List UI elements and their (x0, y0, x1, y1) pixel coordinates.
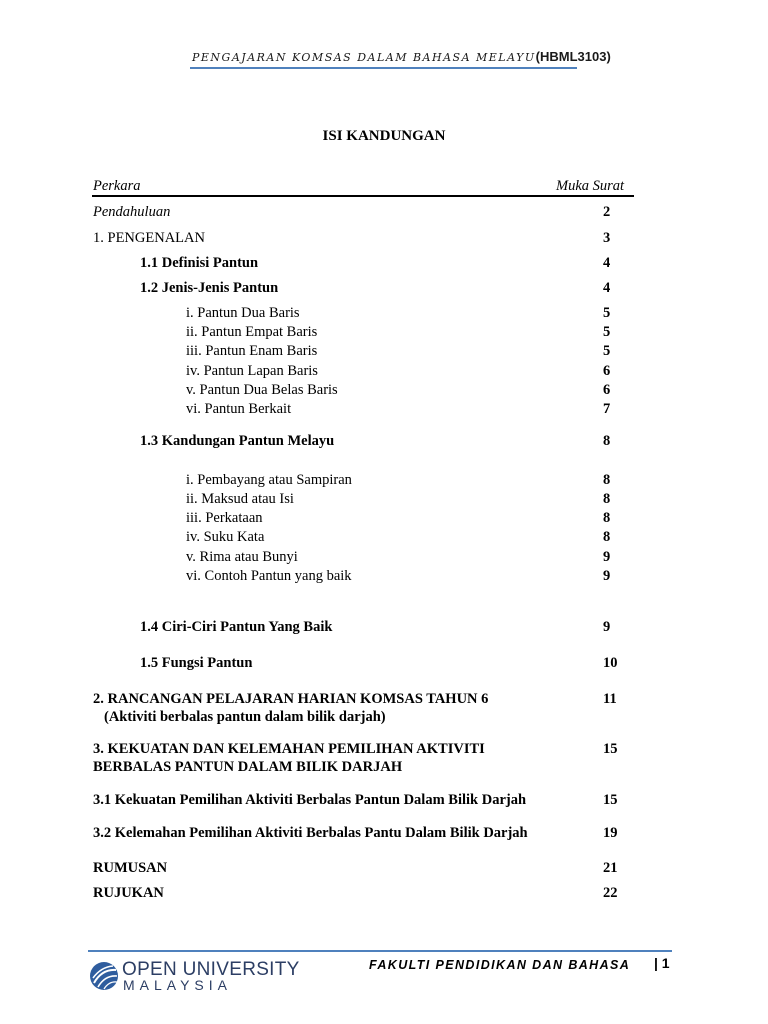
toc-subentry: iii. Perkataan (186, 510, 263, 526)
toc-subentry: iv. Suku Kata (186, 529, 265, 545)
page-title: ISI KANDUNGAN (322, 128, 446, 144)
toc-page: 11 (603, 691, 617, 707)
logo-text-line1: OPEN UNIVERSITY (122, 959, 300, 980)
logo-text-line2: MALAYSIA (123, 977, 232, 993)
toc-subentry: ii. Maksud atau Isi (186, 491, 294, 507)
toc-subentry: iv. Pantun Lapan Baris (186, 363, 318, 379)
toc-entry-1-5: 1.5 Fungsi Pantun (140, 655, 253, 671)
toc-subentry: v. Rima atau Bunyi (186, 549, 298, 565)
toc-page: 5 (603, 324, 611, 340)
toc-page: 21 (603, 860, 618, 876)
toc-subentry: iii. Pantun Enam Baris (186, 343, 318, 359)
toc-page: 4 (603, 255, 611, 271)
toc-page: 22 (603, 885, 618, 901)
toc-entry-1-1: 1.1 Definisi Pantun (140, 255, 259, 271)
column-heading-perkara: Perkara (93, 178, 141, 194)
toc-entry-3: 3. KEKUATAN DAN KELEMAHAN PEMILIHAN AKTIVITI (93, 741, 485, 757)
toc-entry-rumusan: RUMUSAN (93, 860, 168, 876)
toc-entry-2-subtitle: (Aktiviti berbalas pantun dalam bilik darjah) (104, 709, 386, 725)
toc-entry-3-line2: BERBALAS PANTUN DALAM BILIK DARJAH (93, 759, 403, 775)
toc-subentry: i. Pantun Dua Baris (186, 305, 300, 321)
toc-page: 5 (603, 343, 611, 359)
toc-page: 15 (603, 741, 618, 757)
header-rule (190, 67, 577, 69)
toc-page: 8 (603, 433, 611, 449)
toc-page: 8 (603, 472, 611, 488)
page-number: | 1 (654, 955, 670, 971)
toc-subentry: ii. Pantun Empat Baris (186, 324, 318, 340)
toc-page: 9 (603, 619, 611, 635)
toc-entry-1-4: 1.4 Ciri-Ciri Pantun Yang Baik (140, 619, 333, 635)
toc-entry-1-2: 1.2 Jenis-Jenis Pantun (140, 280, 279, 296)
toc-subentry: i. Pembayang atau Sampiran (186, 472, 352, 488)
toc-page: 6 (603, 363, 611, 379)
toc-page: 3 (603, 230, 611, 246)
toc-entry-3-1: 3.1 Kekuatan Pemilihan Aktiviti Berbalas Pantun Dalam Bilik Darjah (93, 792, 527, 808)
toc-page: 5 (603, 305, 611, 321)
toc-subentry: vi. Contoh Pantun yang baik (186, 568, 352, 584)
toc-page: 8 (603, 491, 611, 507)
toc-page: 10 (603, 655, 618, 671)
course-title: PENGAJARAN KOMSAS DALAM BAHASA MELAYU (192, 51, 536, 64)
toc-page: 19 (603, 825, 618, 841)
toc-page: 6 (603, 382, 611, 398)
column-heading-muka-surat: Muka Surat (556, 178, 625, 194)
toc-entry-pendahuluan: Pendahuluan (93, 204, 171, 220)
toc-entry-pengenalan: 1. PENGENALAN (93, 230, 205, 246)
toc-entry-rujukan: RUJUKAN (93, 885, 164, 901)
toc-page: 7 (603, 401, 611, 417)
course-code: (HBML3103) (535, 49, 611, 64)
toc-subentry: v. Pantun Dua Belas Baris (186, 382, 338, 398)
university-globe-icon (89, 961, 119, 991)
toc-entry-2: 2. RANCANGAN PELAJARAN HARIAN KOMSAS TAHUN 6 (93, 691, 489, 707)
toc-page: 9 (603, 568, 611, 584)
toc-page: 9 (603, 549, 611, 565)
toc-entry-3-2: 3.2 Kelemahan Pemilihan Aktiviti Berbalas Pantu Dalam Bilik Darjah (93, 825, 528, 841)
toc-page: 2 (603, 204, 611, 220)
toc-entry-1-3: 1.3 Kandungan Pantun Melayu (140, 433, 335, 449)
toc-page: 8 (603, 510, 611, 526)
toc-subentry: vi. Pantun Berkait (186, 401, 292, 417)
toc-page: 15 (603, 792, 618, 808)
footer-rule (88, 950, 672, 952)
faculty-name: FAKULTI PENDIDIKAN DAN BAHASA (369, 958, 631, 972)
toc-page: 4 (603, 280, 611, 296)
running-header (192, 48, 611, 66)
heading-rule (92, 195, 634, 197)
toc-page: 8 (603, 529, 611, 545)
